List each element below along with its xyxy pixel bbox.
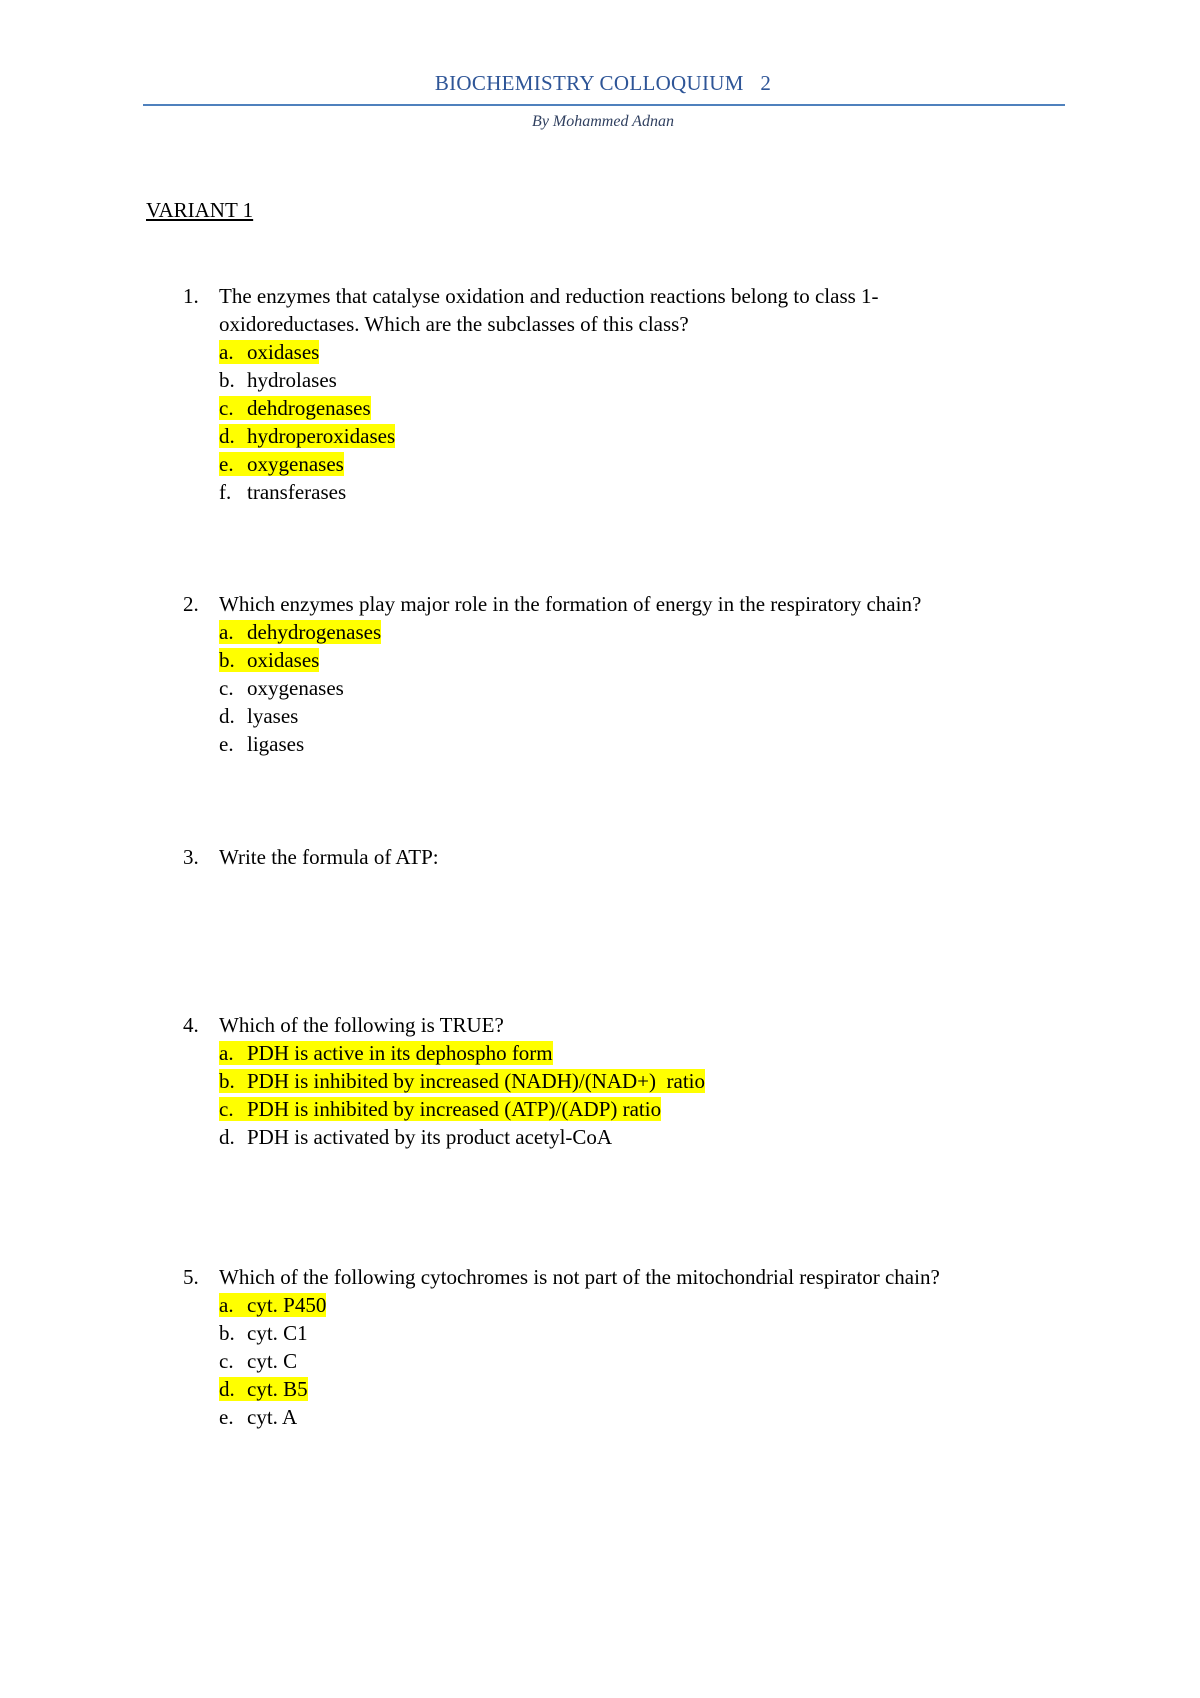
question-text: Write the formula of ATP: (219, 845, 439, 869)
option-highlight (219, 1069, 705, 1093)
option-text: cyt. P450 (247, 1293, 327, 1317)
option-text: cyt. C (247, 1349, 298, 1373)
option-highlight (219, 1321, 308, 1345)
option-letter: a. (219, 1041, 234, 1065)
question-text: Which of the following is TRUE? (219, 1013, 504, 1037)
option-item (219, 450, 1083, 478)
option-item (219, 702, 1083, 730)
option-text: oxygenases (247, 676, 344, 700)
question-5 (183, 1263, 1083, 1431)
option-letter: b. (219, 1321, 235, 1345)
option-item (219, 646, 1083, 674)
option-highlight (219, 1349, 297, 1373)
question-number: 3. (183, 845, 199, 869)
option-item (219, 1067, 1083, 1095)
option-item (219, 1375, 1083, 1403)
option-highlight (219, 452, 344, 476)
option-list (219, 618, 1083, 758)
option-highlight (219, 620, 381, 644)
document-title: BIOCHEMISTRY COLLOQUIUM 2 (434, 71, 772, 95)
option-item (219, 422, 1083, 450)
option-item (219, 1123, 1083, 1151)
question-text: Which of the following cytochromes is not part of the mitochondrial respirator chain? (219, 1265, 940, 1289)
option-text: PDH is activated by its product acetyl-CoA (247, 1125, 613, 1149)
option-text: cyt. C1 (247, 1321, 308, 1345)
option-item (219, 618, 1083, 646)
option-text: transferases (247, 480, 347, 504)
option-item (219, 1403, 1083, 1431)
variant-heading: VARIANT 1 (146, 198, 254, 222)
option-text: cyt. B5 (247, 1377, 308, 1401)
option-highlight (219, 1097, 661, 1121)
question-text: The enzymes that catalyse oxidation and reduction reactions belong to class 1- oxidoreductases. Which are the subclasses of this class? (219, 284, 879, 336)
option-item (219, 1319, 1083, 1347)
option-item (219, 1291, 1083, 1319)
option-letter: a. (219, 340, 234, 364)
option-text: dehdrogenases (247, 396, 371, 420)
option-highlight (219, 732, 304, 756)
option-highlight (219, 1125, 612, 1149)
option-highlight (219, 340, 319, 364)
question-text: Which enzymes play major role in the formation of energy in the respiratory chain? (219, 592, 922, 616)
question-4 (183, 1011, 1083, 1151)
option-highlight (219, 1405, 297, 1429)
option-letter: c. (219, 1097, 234, 1121)
option-text: dehydrogenases (247, 620, 382, 644)
question-1 (183, 282, 1083, 506)
option-letter: a. (219, 1293, 234, 1317)
option-letter: f. (219, 480, 232, 504)
document-header (143, 70, 1063, 96)
option-highlight (219, 704, 298, 728)
option-item (219, 338, 1083, 366)
option-item (219, 394, 1083, 422)
option-item (219, 730, 1083, 758)
option-highlight (219, 1041, 553, 1065)
option-letter: b. (219, 648, 235, 672)
question-2 (183, 590, 1083, 758)
option-text: cyt. A (247, 1405, 298, 1429)
option-highlight (219, 676, 344, 700)
option-letter: c. (219, 1349, 234, 1373)
option-letter: e. (219, 1405, 234, 1429)
option-item (219, 1039, 1083, 1067)
option-text: ligases (247, 732, 305, 756)
option-letter: e. (219, 732, 234, 756)
option-text: oxidases (247, 648, 320, 672)
option-item (219, 674, 1083, 702)
question-number: 5. (183, 1265, 199, 1289)
option-list (219, 338, 1083, 506)
option-list (219, 1291, 1083, 1431)
option-highlight (219, 424, 395, 448)
option-letter: d. (219, 424, 235, 448)
option-item (219, 1347, 1083, 1375)
option-item (219, 366, 1083, 394)
option-letter: d. (219, 1377, 235, 1401)
option-highlight (219, 1377, 308, 1401)
option-letter: b. (219, 1069, 235, 1093)
option-text: PDH is inhibited by increased (NADH)/(NAD+) ratio (247, 1069, 706, 1093)
option-letter: c. (219, 396, 234, 420)
question-number: 1. (183, 284, 199, 308)
option-highlight (219, 648, 319, 672)
question-number: 4. (183, 1013, 199, 1037)
option-list (219, 1039, 1083, 1151)
option-letter: c. (219, 676, 234, 700)
option-text: oxidases (247, 340, 320, 364)
option-item (219, 1095, 1083, 1123)
option-item (219, 478, 1083, 506)
option-highlight (219, 368, 337, 392)
option-highlight (219, 480, 346, 504)
option-letter: d. (219, 704, 235, 728)
option-letter: d. (219, 1125, 235, 1149)
option-text: hydrolases (247, 368, 337, 392)
question-3 (183, 843, 1083, 871)
option-highlight (219, 1293, 326, 1317)
author-line: By Mohammed Adnan (532, 113, 674, 130)
header-divider (143, 104, 1065, 106)
option-text: hydroperoxidases (247, 424, 396, 448)
option-letter: e. (219, 452, 234, 476)
option-text: PDH is inhibited by increased (ATP)/(ADP) ratio (247, 1097, 662, 1121)
option-letter: b. (219, 368, 235, 392)
option-text: PDH is active in its dephospho form (247, 1041, 553, 1065)
option-letter: a. (219, 620, 234, 644)
option-highlight (219, 396, 371, 420)
option-text: lyases (247, 704, 299, 728)
question-number: 2. (183, 592, 199, 616)
option-text: oxygenases (247, 452, 344, 476)
